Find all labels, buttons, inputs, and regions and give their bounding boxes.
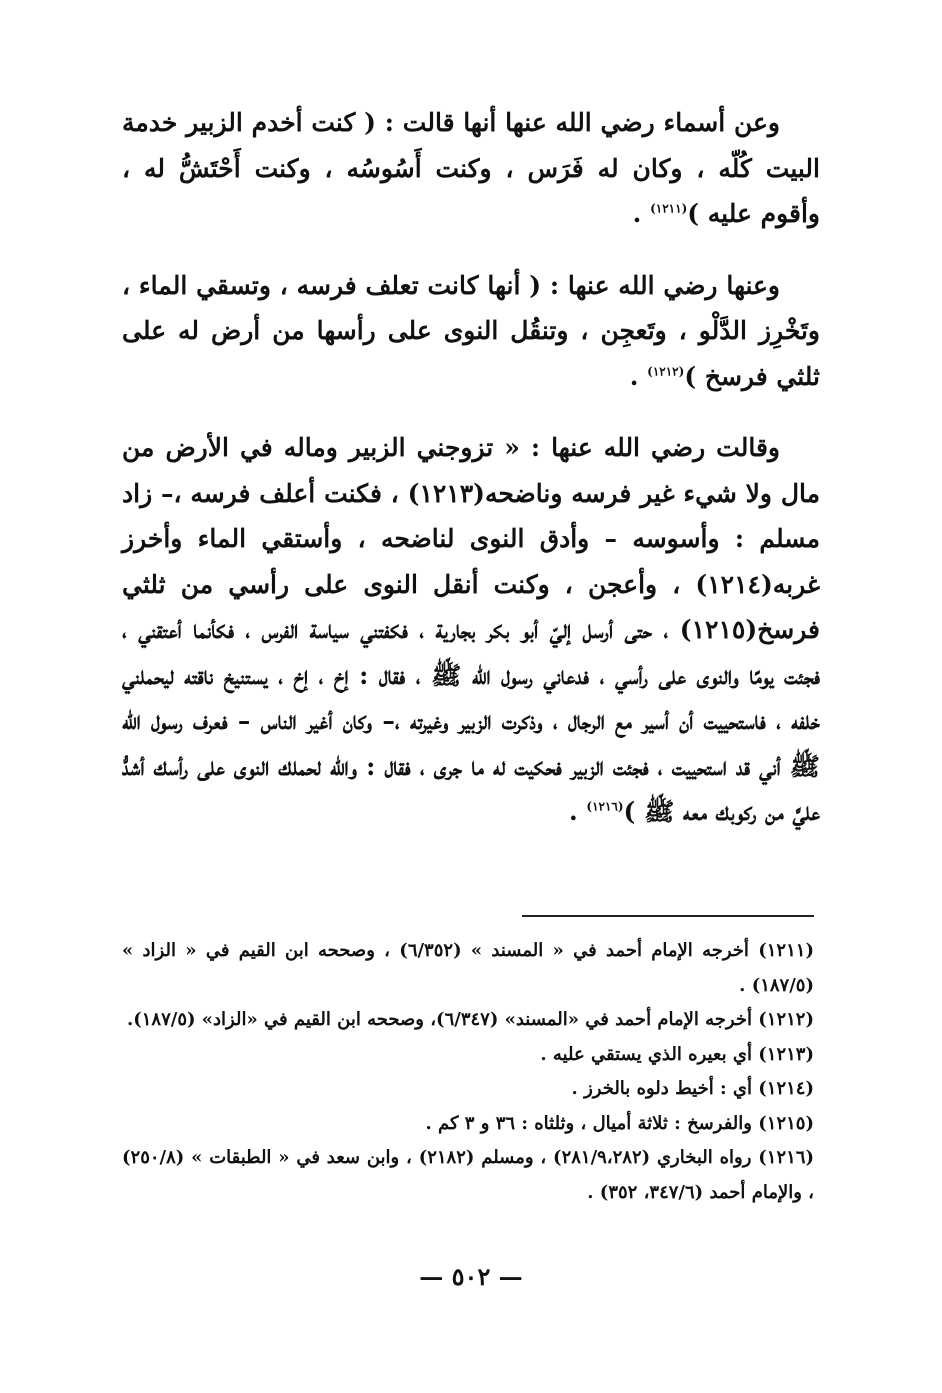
- footnote-number: (١٢١٥): [758, 1112, 814, 1134]
- paragraph-tail: .: [632, 199, 651, 228]
- footnotes: [122, 934, 814, 1210]
- footnote-text: أخرجه الإمام أحمد في «المسند» (٦/٣٤٧)، وصححه ابن القيم في «الزاد» (١٨٧/٥).: [126, 1009, 752, 1030]
- footnote-text: رواه البخاري (٢٨١/٩،٢٨٢) ، ومسلم (٢١٨٢) ، وابن سعد في « الطبقات » (٢٥٠/٨) ، والإمام أحمد (٣٤٧/٦، ٣٥٢) .: [122, 1147, 814, 1203]
- footnote-ref: (١٢١٦): [586, 799, 624, 814]
- footnote-1216: [122, 1141, 814, 1210]
- paragraph-text: وقالت رضي الله عنها : « تزوجني الزبير وماله في الأرض من مال ولا شيء غير فرسه وناضحه(١٢١٣) ، فكنت أعلف فرسه ،– زاد مسلم : وأسوسه – وأدق النوى لناضحه ، وأستقي الماء وأخرز غربه(١٢١٤) ، وأعجن ، وكنت أنقل النوى على رأسي من ثلثي فرسخ(١٢١٥) ، حتى أرسل إليّ أبو بكر بجارية ، فكفتني سياسة الفرس ، فكأنما أعتقني ، فجئت يومًا والنوى على رأسي ، فدعاني رسول الله ﷺ ، فقال : إخ ، إخ ، يستنيخ ناقته ليحملني خلفه ، فاستحييت أن أسير مع الرجال ، وذكرت الزبير وغيرته ،– وكان أغير الناس – فعرف رسول الله ﷺ أني قد استحييت ، فجئت الزبير فحكيت له ما جرى ، فقال : والله لحملك النوى على رأسك أشدُّ عليَّ من ركوبك معه ﷺ ): [122, 433, 820, 826]
- paragraph-asma-chores: [122, 263, 820, 400]
- footnote-ref: (١٢١٢): [647, 364, 685, 379]
- footnote-divider: [522, 915, 814, 917]
- footnote-number: (١٢١٦): [758, 1147, 814, 1168]
- paragraph-text: وعنها رضي الله عنها : ( أنها كانت تعلف فرسه ، وتسقي الماء ، وتَخْرِز الدَّلْو ، وتَعجِن ، وتنقُل النوى على رأسها من أرض له على ثلثي فرسخ ): [122, 270, 820, 391]
- footnote-number: (١٢١١): [758, 940, 814, 961]
- page-number: — ٥٠٢ —: [419, 1262, 523, 1291]
- footnote-1215: [122, 1107, 814, 1142]
- footnote-text: أي بعيره الذي يستقي عليه .: [540, 1043, 752, 1065]
- paragraph-asma-service: [122, 100, 820, 237]
- footnote-ref: (١٢١١): [650, 201, 688, 216]
- footnote-1212: [122, 1003, 814, 1038]
- footnote-1214: [122, 1072, 814, 1107]
- footnote-text: أي : أخيط دلوه بالخرز .: [571, 1078, 752, 1099]
- paragraph-tail: .: [629, 361, 648, 391]
- footnote-number: (١٢١٣): [758, 1043, 814, 1065]
- footnote-number: (١٢١٢): [758, 1009, 814, 1030]
- footnote-1211: [122, 934, 814, 1003]
- footnote-number: (١٢١٤): [758, 1078, 814, 1099]
- paragraph-asma-marriage: [122, 425, 820, 835]
- paragraph-tail: .: [568, 797, 587, 826]
- footnote-text: أخرجه الإمام أحمد في « المسند » (٦/٣٥٢) ، وصححه ابن القيم في « الزاد » (١٨٧/٥) .: [122, 940, 814, 996]
- footnote-text: والفرسخ : ثلاثة أميال ، وثلثاه : ٣٦ و ٣ كم .: [425, 1112, 752, 1134]
- footnote-1213: [122, 1038, 814, 1073]
- paragraph-text: وعن أسماء رضي الله عنها أنها قالت : ( كنت أخدم الزبير خدمة البيت كُلّه ، وكان له فَرَس ، وكنت أَسُوسُه ، وكنت أَحْتَشُّ له ، وأقوم عليه ): [122, 108, 820, 228]
- main-text: [122, 100, 820, 861]
